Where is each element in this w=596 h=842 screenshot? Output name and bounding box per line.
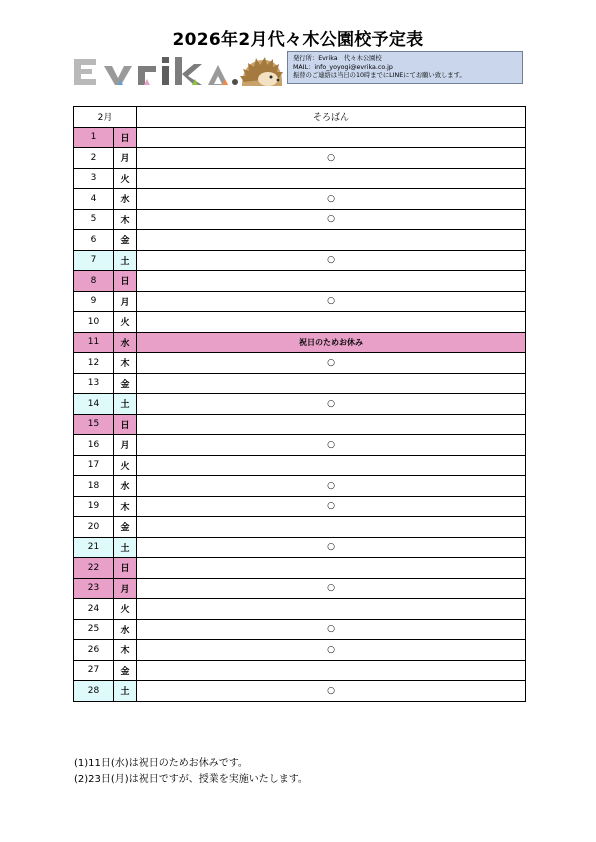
class-mark: ○	[137, 681, 526, 702]
weekday: 土	[114, 681, 137, 702]
contact-info-box	[287, 51, 523, 84]
table-row	[74, 476, 526, 497]
class-mark: ○	[137, 291, 526, 312]
day-number: 27	[74, 660, 114, 681]
day-number: 4	[74, 189, 114, 210]
table-row	[74, 373, 526, 394]
weekday: 木	[114, 640, 137, 661]
class-mark: ○	[137, 394, 526, 415]
weekday: 水	[114, 476, 137, 497]
weekday: 金	[114, 517, 137, 538]
weekday: 木	[114, 209, 137, 230]
day-number: 7	[74, 250, 114, 271]
table-row	[74, 455, 526, 476]
weekday: 日	[114, 127, 137, 148]
day-number: 6	[74, 230, 114, 251]
day-number: 17	[74, 455, 114, 476]
day-number: 19	[74, 496, 114, 517]
class-mark: ○	[137, 209, 526, 230]
day-number: 25	[74, 619, 114, 640]
table-row	[74, 148, 526, 169]
table-row	[74, 640, 526, 661]
weekday: 月	[114, 435, 137, 456]
day-number: 1	[74, 127, 114, 148]
table-row	[74, 517, 526, 538]
class-mark	[137, 599, 526, 620]
weekday: 水	[114, 332, 137, 353]
class-mark: ○	[137, 640, 526, 661]
class-mark	[137, 414, 526, 435]
weekday: 日	[114, 414, 137, 435]
schedule-body	[74, 127, 526, 701]
mail-line: MAIL：info_yoyogi@evrika.co.jp	[293, 63, 393, 71]
weekday: 火	[114, 455, 137, 476]
table-row	[74, 496, 526, 517]
table-row	[74, 312, 526, 333]
class-mark	[137, 455, 526, 476]
day-number: 10	[74, 312, 114, 333]
table-row	[74, 558, 526, 579]
day-number: 16	[74, 435, 114, 456]
table-row	[74, 660, 526, 681]
table-row	[74, 250, 526, 271]
day-number: 28	[74, 681, 114, 702]
table-row	[74, 127, 526, 148]
hedgehog-icon	[240, 57, 283, 86]
table-row	[74, 209, 526, 230]
weekday: 月	[114, 148, 137, 169]
table-row	[74, 394, 526, 415]
weekday: 木	[114, 353, 137, 374]
table-row	[74, 435, 526, 456]
weekday: 土	[114, 537, 137, 558]
note-2: (2)23日(月)は祝日ですが、授業を実施いたします。	[74, 773, 308, 785]
day-number: 15	[74, 414, 114, 435]
weekday: 土	[114, 250, 137, 271]
weekday: 金	[114, 660, 137, 681]
weekday: 月	[114, 291, 137, 312]
day-number: 20	[74, 517, 114, 538]
weekday: 土	[114, 394, 137, 415]
weekday: 日	[114, 271, 137, 292]
class-mark: ○	[137, 435, 526, 456]
weekday: 金	[114, 373, 137, 394]
holiday-note: 祝日のためお休み	[137, 332, 526, 353]
page-title: 2026年2月代々木公園校予定表	[172, 30, 424, 50]
class-mark: ○	[137, 476, 526, 497]
table-row	[74, 414, 526, 435]
class-mark: ○	[137, 619, 526, 640]
class-mark: ○	[137, 537, 526, 558]
weekday: 金	[114, 230, 137, 251]
class-mark: ○	[137, 148, 526, 169]
class-mark	[137, 127, 526, 148]
day-number: 26	[74, 640, 114, 661]
weekday: 火	[114, 599, 137, 620]
table-row	[74, 271, 526, 292]
table-header-row	[74, 107, 526, 128]
table-row	[74, 353, 526, 374]
class-mark: ○	[137, 250, 526, 271]
weekday: 火	[114, 168, 137, 189]
class-mark: ○	[137, 189, 526, 210]
day-number: 9	[74, 291, 114, 312]
day-number: 18	[74, 476, 114, 497]
class-mark	[137, 271, 526, 292]
class-mark: ○	[137, 496, 526, 517]
class-mark	[137, 168, 526, 189]
table-row	[74, 291, 526, 312]
notes	[74, 756, 308, 787]
day-number: 14	[74, 394, 114, 415]
weekday: 水	[114, 619, 137, 640]
class-mark	[137, 230, 526, 251]
schedule-table	[73, 106, 526, 702]
class-mark	[137, 373, 526, 394]
table-row	[74, 578, 526, 599]
evrika-logo	[74, 52, 284, 90]
table-row	[74, 332, 526, 353]
table-row	[74, 681, 526, 702]
day-number: 21	[74, 537, 114, 558]
table-row	[74, 599, 526, 620]
class-mark: ○	[137, 353, 526, 374]
class-mark	[137, 312, 526, 333]
table-row	[74, 537, 526, 558]
note-1: (1)11日(水)は祝日のためお休みです。	[74, 758, 248, 769]
day-number: 8	[74, 271, 114, 292]
table-row	[74, 230, 526, 251]
soroban-column-header: そろばん	[137, 107, 526, 128]
day-number: 12	[74, 353, 114, 374]
weekday: 木	[114, 496, 137, 517]
month-header: 2月	[74, 107, 137, 128]
day-number: 3	[74, 168, 114, 189]
day-number: 23	[74, 578, 114, 599]
day-number: 2	[74, 148, 114, 169]
reschedule-notice: 振替のご連絡は当日の10時までにLINEにてお願い致します。	[293, 72, 466, 80]
class-mark	[137, 558, 526, 579]
class-mark	[137, 660, 526, 681]
day-number: 24	[74, 599, 114, 620]
day-number: 11	[74, 332, 114, 353]
day-number: 22	[74, 558, 114, 579]
table-row	[74, 168, 526, 189]
table-row	[74, 619, 526, 640]
publisher-line: 発行所：Evrika 代々木公園校	[293, 55, 382, 62]
class-mark: ○	[137, 578, 526, 599]
table-row	[74, 189, 526, 210]
weekday: 火	[114, 312, 137, 333]
weekday: 日	[114, 558, 137, 579]
weekday: 月	[114, 578, 137, 599]
weekday: 水	[114, 189, 137, 210]
class-mark	[137, 517, 526, 538]
day-number: 13	[74, 373, 114, 394]
day-number: 5	[74, 209, 114, 230]
